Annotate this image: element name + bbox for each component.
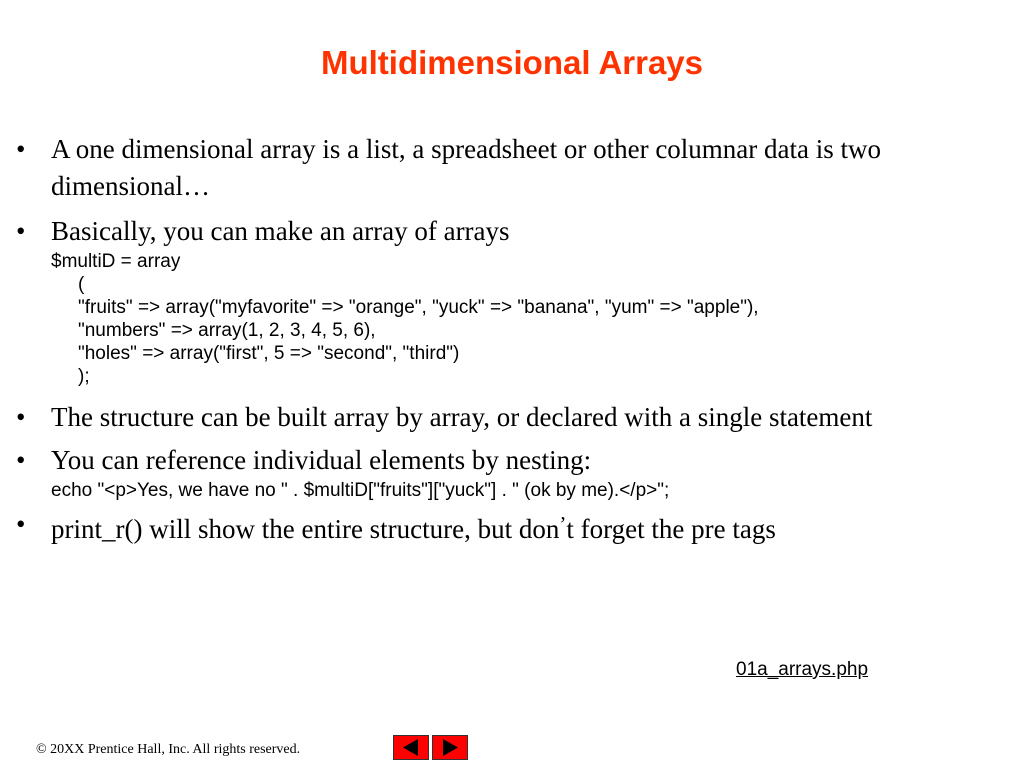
bullet-text: You can reference individual elements by nesting: [51,445,592,475]
bullet-text-part: t forget the pre tags [566,514,776,544]
file-link[interactable]: 01a_arrays.php [736,659,869,680]
code-line: $multiD = array [51,251,181,272]
triangle-right-icon [433,736,467,759]
bullet-item [16,506,1016,548]
code-line: ( [78,274,85,295]
code-line: "holes" => array("first", 5 => "second", "third") [78,343,460,364]
bullet-item [16,442,1016,502]
bullet-text-part: print_r() will show the entire structure, but don [51,514,560,544]
code-line: echo "<p>Yes, we have no " . $multiD["fruits"]["yuck"] . " (ok by me).</p>"; [51,480,670,501]
slide-title: Multidimensional Arrays [320,44,704,81]
code-line: ); [78,366,90,387]
code-line: "numbers" => array(1, 2, 3, 4, 5, 6), [78,320,376,341]
bullet-icon: • [16,134,26,164]
bullet-item [16,131,1016,205]
bullet-item [16,399,1016,436]
code-line: "fruits" => array("myfavorite" => "orange", "yuck" => "banana", "yum" => "apple"), [78,297,759,318]
bullet-icon: • [16,445,26,475]
triangle-left-icon [394,736,428,759]
apostrophe: ’ [559,512,567,536]
previous-slide-button[interactable] [393,735,429,760]
bullet-icon: • [16,216,26,246]
bullet-text [51,514,776,544]
bullet-text: The structure can be built array by array, or declared with a single statement [51,402,873,432]
bullet-text: Basically, you can make an array of arrays [51,216,510,246]
bullet-icon: • [16,509,26,539]
bullet-text: A one dimensional array is a list, a spreadsheet or other columnar data is two dimensional… [51,134,882,201]
bullet-item [16,213,1016,388]
slide-body [16,131,1016,548]
next-slide-button[interactable] [432,735,468,760]
copyright-footer: © 20XX Prentice Hall, Inc. All rights reserved. [36,742,301,757]
bullet-icon: • [16,402,26,432]
